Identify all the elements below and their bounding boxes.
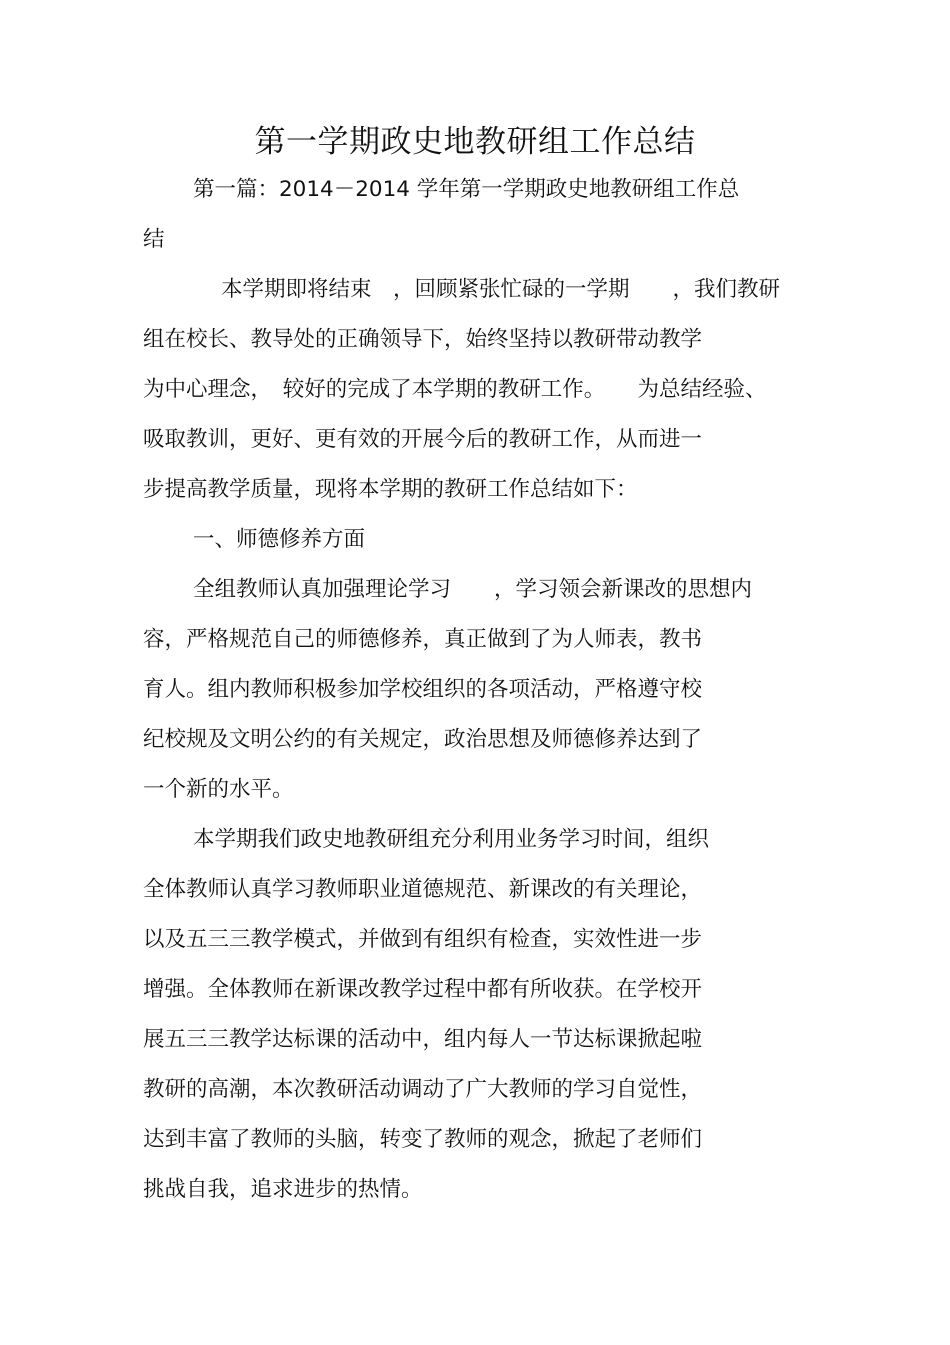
paragraph-line: 纪校规及文明公约的有关规定，政治思想及师德修养达到了 [143,727,703,752]
subtitle-line: 结 [143,227,165,252]
paragraph-line: 全组教师认真加强理论学习 ，学习领会新课改的思想内 [193,577,753,602]
document-title: 第一学期政史地教研组工作总结 [254,124,696,160]
paragraph-line: 全体教师认真学习教师职业道德规范、新课改的有关理论， [143,877,703,902]
paragraph-line: 组在校长、教导处的正确领导下，始终坚持以教研带动教学 [143,327,703,352]
paragraph-line: 吸取教训，更好、更有效的开展今后的教研工作，从而进一 [143,427,703,452]
paragraph-line: 达到丰富了教师的头脑，转变了教师的观念，掀起了老师们 [143,1127,703,1152]
subtitle-line: 第一篇：2014－2014 学年第一学期政史地教研组工作总 [193,177,740,202]
paragraph-line: 容，严格规范自己的师德修养，真正做到了为人师表，教书 [143,627,703,652]
paragraph-line: 以及五三三教学模式，并做到有组织有检查，实效性进一步 [143,927,703,952]
section-heading: 一、师德修养方面 [193,527,366,552]
paragraph-line: 挑战自我，追求进步的热情。 [143,1177,423,1202]
paragraph-line: 本学期我们政史地教研组充分利用业务学习时间，组织 [193,827,710,852]
paragraph-line: 本学期即将结束 ，回顾紧张忙碌的一学期 ，我们教研 [221,277,781,302]
paragraph-line: 一个新的水平。 [143,777,294,802]
paragraph-line: 步提高教学质量，现将本学期的教研工作总结如下： [143,477,638,502]
paragraph-line: 育人。组内教师积极参加学校组织的各项活动，严格遵守校 [143,677,703,702]
paragraph-line: 增强。全体教师在新课改教学过程中都有所收获。在学校开 [143,977,703,1002]
paragraph-line: 教研的高潮，本次教研活动调动了广大教师的学习自觉性， [143,1077,703,1102]
paragraph-line: 为中心理念， 较好的完成了本学期的教研工作。 为总结经验、 [143,377,767,402]
paragraph-line: 展五三三教学达标课的活动中，组内每人一节达标课掀起啦 [143,1027,703,1052]
